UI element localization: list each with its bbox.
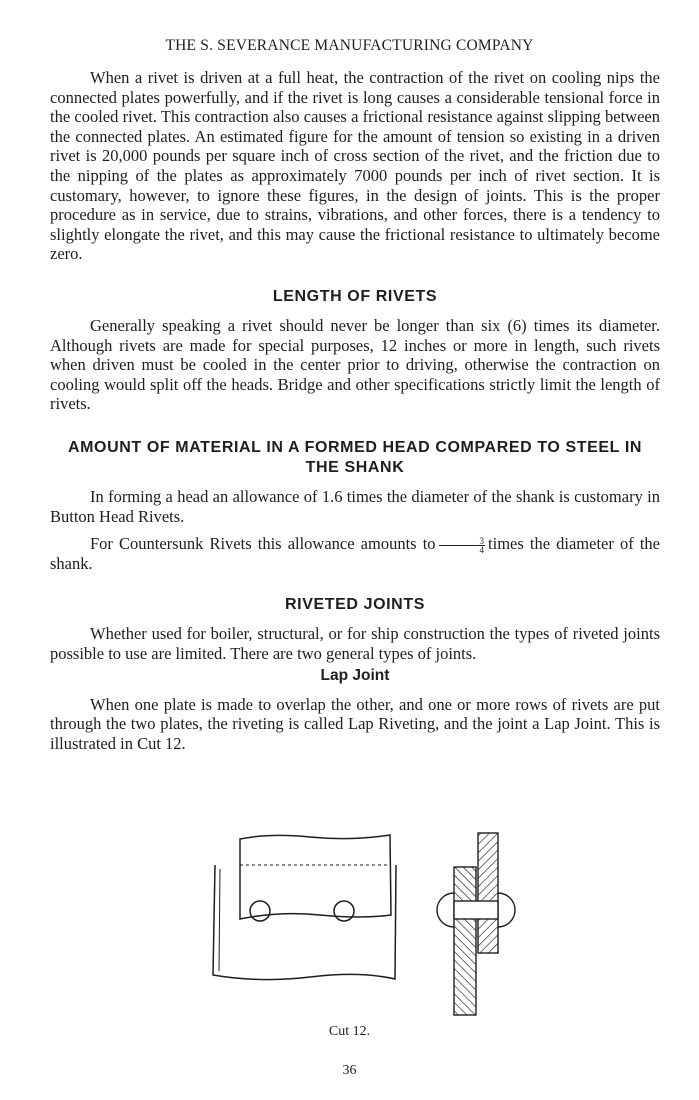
page-body	[50, 68, 660, 753]
fraction-denominator: 4	[479, 544, 485, 555]
amount-paragraph-button-head: In forming a head an allowance of 1.6 times the diameter of the shank is customary in Button Head Rivets.	[50, 486, 660, 526]
paragraph-gap	[50, 526, 660, 534]
rivet-hole-left	[250, 901, 270, 921]
fraction-numerator: 3	[439, 537, 486, 546]
length-paragraph: Generally speaking a rivet should never be longer than six (6) times its diameter. Although rivets are made for special purposes, 12 inches or more in length, such rivets when driven must be cooled in the center prior to driving, otherwise the contraction on cooling would split off the heads. Bridge and other specifications strictly limit the length of rivets.	[50, 315, 660, 414]
page-number: 36	[342, 1063, 357, 1078]
rivet-head-right	[498, 893, 515, 927]
fraction-three-quarters	[439, 537, 486, 554]
lap-joint-figure	[200, 825, 530, 1025]
lap-joint-paragraph: When one plate is made to overlap the other, and one or more rows of rivets are put through the two plates, the riveting is called Lap Riveting, and the joint a Lap Joint. This is illustrated in Cut 12.	[50, 694, 660, 753]
countersunk-text-before: For Countersunk Rivets this allowance amounts to	[90, 534, 436, 554]
section-heading-riveted-joints: RIVETED JOINTS	[285, 596, 425, 614]
lower-plate-section	[454, 867, 476, 1015]
riveted-paragraph: Whether used for boiler, structural, or for ship construction the types of riveted joints possible to use are limited. There are two general types of joints.	[50, 624, 660, 663]
section-heading-amount-of-material: AMOUNT OF MATERIAL IN A FORMED HEAD COMPARED TO STEEL IN THE SHANK	[67, 438, 643, 476]
lap-joint-illustration	[200, 825, 530, 1025]
upper-plate-outline	[240, 835, 391, 919]
amount-paragraph-countersunk	[50, 534, 660, 573]
section-heading-length-of-rivets: LENGTH OF RIVETS	[272, 287, 438, 305]
plan-view	[213, 835, 396, 980]
intro-paragraph: When a rivet is driven at a full heat, the contraction of the rivet on cooling nips the connected plates powerfully, and if the rivet is long causes a considerable tensional force in the cooled rivet. This contraction also causes a frictional resistance against slipping between the connected plates. An estimated figure for the amount of tension so existing in a driven rivet is 20,000 pounds per square inch of cross section of the rivet, and the friction due to the nipping of the plates as approximately 7000 pounds per inch of rivet section. It is customary, however, to ignore these figures, in the design of joints. This is the proper procedure as in service, due to strains, vibrations, and other forces, there is a tendency to slightly elongate the rivet, and this may cause the frictional resistance to ultimately become zero.	[50, 68, 660, 264]
figure-caption: Cut 12.	[328, 1024, 371, 1039]
upper-plate-section	[478, 833, 498, 953]
rivet-head-left	[437, 893, 454, 927]
running-head: THE S. SEVERANCE MANUFACTURING COMPANY	[165, 37, 534, 54]
lower-plate-inner-edge	[219, 869, 220, 971]
rivet-shank	[454, 901, 498, 919]
rivet-hole-right	[334, 901, 354, 921]
subheading-lap-joint: Lap Joint	[320, 666, 390, 684]
countersunk-text-after: times the diameter of the shank.	[50, 534, 660, 573]
section-view	[437, 833, 515, 1015]
